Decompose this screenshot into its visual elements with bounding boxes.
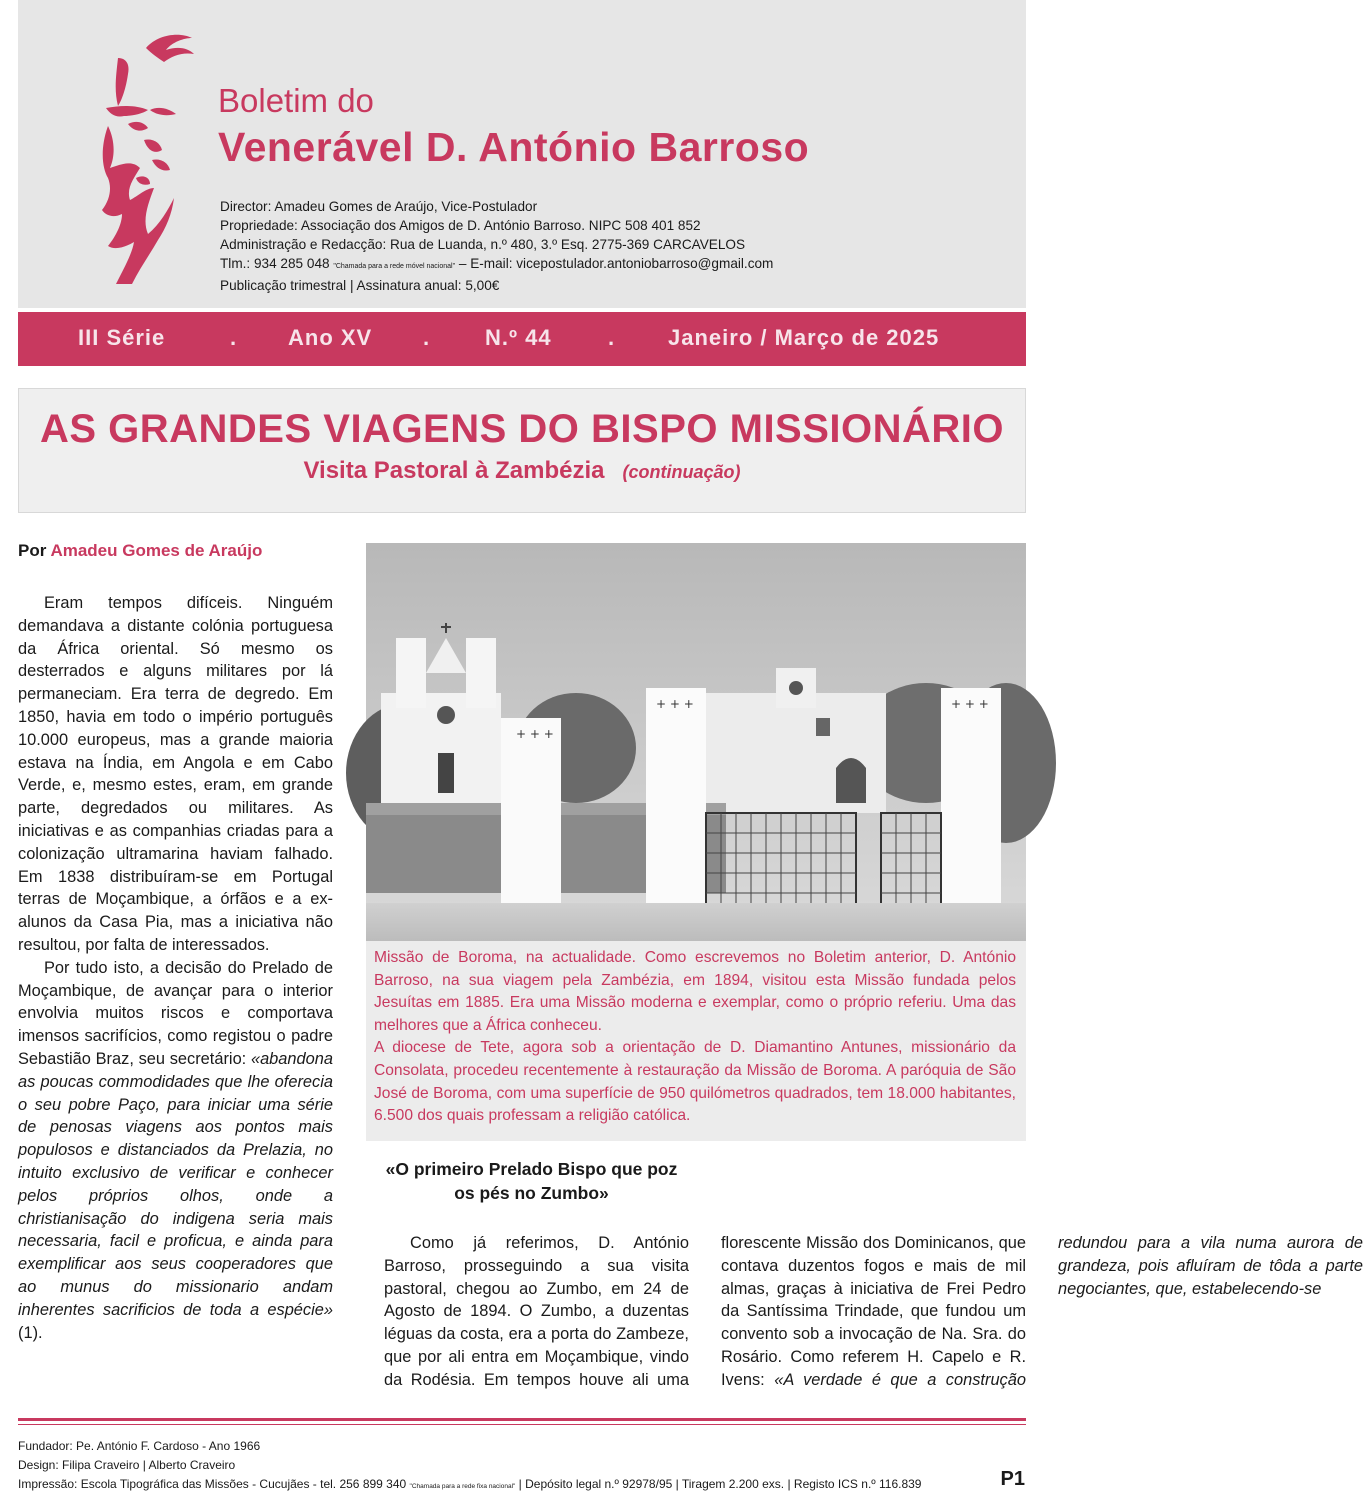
byline-prefix: Por <box>18 541 47 560</box>
email: – E-mail: vicepostulador.antoniobarroso@gmail.com <box>455 256 774 271</box>
issue-number: N.º 44 <box>485 325 552 350</box>
paragraph: Eram tempos difíceis. Ninguém demandava a distante colónia portuguesa da África oriental. Só mesmo os desterrados e alguns militares por lá permaneciam. Era terra de degredo. Em 1850, havia em todo o império português 10.000 europeus, mas a grande maioria estava na Índia, em Angola e em Cabo Verde, e, mesmo estes, eram, em grande parte, degredados ou militares. As iniciativas e as companhias criadas para a colonização ultramarina haviam falhado. Em 1838 distribuíram-se em Portugal terras de Moçambique, a órfãos e a ex-alunos da Casa Pia, mas a iniciativa não resultou, por falta de interessados. <box>18 594 333 954</box>
phone-number: Tlm.: 934 285 048 <box>220 256 330 271</box>
masthead-info <box>220 197 773 295</box>
issue-year: Ano XV <box>288 325 373 350</box>
byline <box>18 541 262 561</box>
article-headline: AS GRANDES VIAGENS DO BISPO MISSIONÁRIO <box>39 407 1005 451</box>
issue-separator: . <box>423 325 431 350</box>
phone-note: "Chamada para a rede móvel nacional" <box>333 263 456 270</box>
issue-separator: . <box>608 325 616 350</box>
issue-date: Janeiro / Março de 2025 <box>668 325 940 350</box>
svg-text:+ + +: + + + <box>516 727 554 741</box>
footer-rule <box>18 1424 1026 1425</box>
caption-paragraph: A diocese de Tete, agora sob a orientação de D. Diamantino Antunes, missionário da Consolata, procedeu recentemente à restauração da Missão de Boroma. A paróquia de São José de Boroma, com uma superfície de 950 quilómetros quadrados, tem 18.000 habitantes, 6.500 dos quais professam a religião católica. <box>374 1039 1016 1125</box>
legal-text: | Depósito legal n.º 92978/95 | Tiragem 2.200 exs. | Registo ICS n.º 116.839 <box>515 1477 922 1491</box>
subheadline-text: Visita Pastoral à Zambézia <box>303 457 605 484</box>
paragraph <box>384 1232 1363 1412</box>
ownership-line: Propriedade: Associação dos Amigos de D. António Barroso. NIPC 508 401 852 <box>220 218 701 233</box>
administration-line: Administração e Redacção: Rua de Luanda, n.º 480, 3.º Esq. 2775-369 CARCAVELOS <box>220 237 746 252</box>
quotation: «abandona as poucas commodidades que lhe oferecia o seu pobre Paço, para iniciar uma série de penosas viagens aos pontos mais populosos e distanciados da Prelazia, no intuito exclusivo de verificar e conhecer pelos próprios olhos, onde a christianisação do indigena seria mais necessaria, facil e proficua, e ainda para exemplificar aos seus cooperadores que ao munus do missionario andam inherentes sacrificios de toda a espécie» <box>18 1049 333 1319</box>
photo-caption <box>366 941 1026 1141</box>
publication-line: Publicação trimestral | Assinatura anual: 5,00€ <box>220 278 500 293</box>
bulletin-title-line1: Boletim do <box>218 82 374 119</box>
page-number: P1 <box>1000 1468 1025 1490</box>
footer-rule <box>18 1418 1026 1421</box>
section-subhead: «O primeiro Prelado Bispo que poz os pés no Zumbo» <box>385 1159 678 1203</box>
paragraph-text: Como já referimos, D. António Barroso, prosseguindo a sua visita pastoral, chegou ao Zumbo, em 24 de Agosto de 1894. O Zumbo, a duzentas léguas da costa, era a porta do Zambeze, que por ali entra em Moçambique, vindo da Rodésia. Em tempos houve ali uma florescente Missão dos Dominicanos, que contava duzentos fogos e mais de mil almas, graças à iniciativa de Frei Pedro da Santíssima Trindade, que fundou um convento sob a invocação de Na. Sra. do Rosário. Como referem H. Capelo e R. Ivens: <box>384 1234 1026 1389</box>
article-column-left <box>18 592 333 1344</box>
design-line: Design: Filipa Craveiro | Alberto Craveiro <box>18 1458 236 1472</box>
boroma-mission-photo <box>366 543 1026 941</box>
mission-illustration <box>366 543 1026 941</box>
author-name: Amadeu Gomes de Araújo <box>50 541 263 560</box>
headline-box <box>18 388 1026 513</box>
issue-separator: . <box>230 325 238 350</box>
founder-line: Fundador: Pe. António F. Cardoso - Ano 1966 <box>18 1439 261 1453</box>
issue-bar <box>18 312 1026 366</box>
issue-series: III Série <box>78 325 166 350</box>
printing-line <box>18 1475 921 1496</box>
printing-text: Impressão: Escola Tipográfica das Missões - Cucujães - tel. 256 899 340 <box>18 1477 407 1491</box>
masthead <box>18 0 1026 308</box>
quotation: «A verdade é que a construção redundou para a vila numa aurora de grandeza, pois afluíram de tôda a parte negociantes, que, estabelecendo-se <box>774 1234 1363 1389</box>
bulletin-title-line2: Venerável D. António Barroso <box>218 124 810 170</box>
printing-note: "Chamada para a rede fixa nacional" <box>409 1483 516 1490</box>
footer <box>18 1437 921 1496</box>
footnote-ref: (1). <box>18 1323 43 1342</box>
article-subheadline <box>19 457 1025 485</box>
paragraph <box>18 957 333 1345</box>
svg-text:+ + +: + + + <box>656 697 694 711</box>
bishop-portrait-logo <box>88 28 198 290</box>
director-line: Director: Amadeu Gomes de Araújo, Vice-Postulador <box>220 199 538 214</box>
continuation-label: (continuação) <box>622 462 741 482</box>
svg-text:+ + +: + + + <box>951 697 989 711</box>
article-columns-bottom <box>384 1232 1363 1412</box>
contact-line <box>220 254 773 276</box>
caption-paragraph: Missão de Boroma, na actualidade. Como escrevemos no Boletim anterior, D. António Barroso, na sua viagem pela Zambézia, em 1894, visitou esta Missão fundada pelos Jesuítas em 1885. Era uma Missão moderna e exemplar, como o próprio referiu. Uma das melhores que a África conheceu. <box>374 949 1016 1034</box>
paragraph-intro: Por tudo isto, a decisão do Prelado de Moçambique, de avançar para o interior envolvia muitos riscos e comportava imensos sacrifícios, como registou o padre Sebastião Braz, seu secretário: <box>18 958 333 1068</box>
